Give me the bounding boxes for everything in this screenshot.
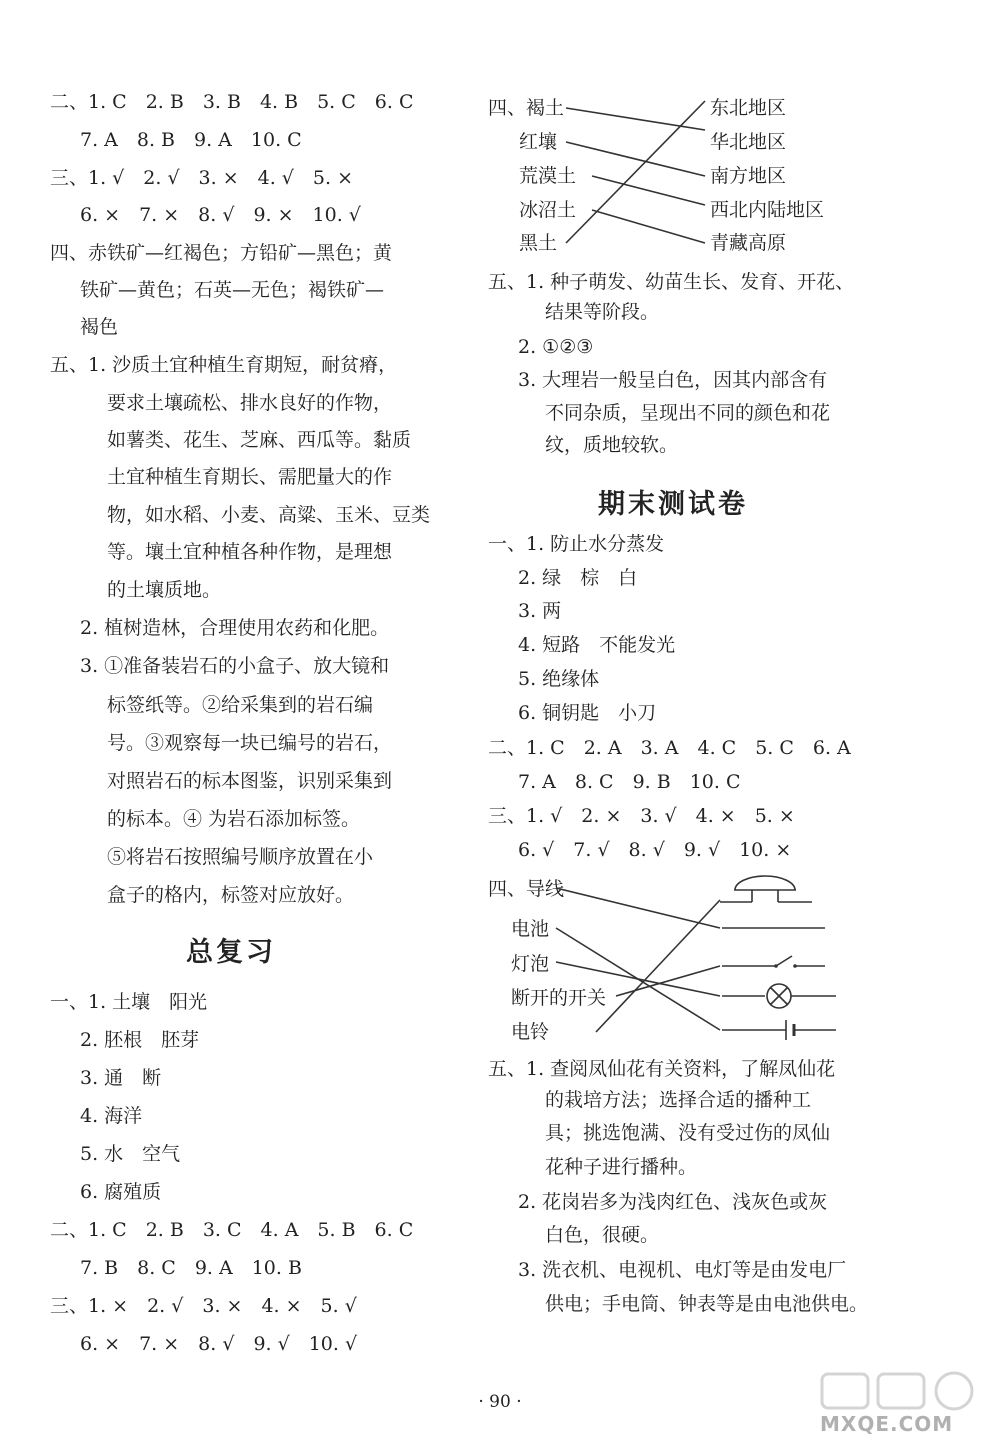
answer-line: 二、1. C 2. B 3. C 4. A 5. B 6. C [50,1219,414,1241]
match-line [566,142,705,176]
answer-line: 的土壤质地。 [107,579,222,601]
answer-line: 7. A 8. C 9. B 10. C [518,771,741,793]
answer-line: ⑤将岩石按照编号顺序放置在小 [107,846,374,868]
bell-symbol [735,876,795,890]
answer-line: 3. ①准备装岩石的小盒子、放大镜和 [80,655,390,677]
answer-line: 要求土壤疏松、排水良好的作物， [107,392,393,414]
answer-line: 3. 通 断 [80,1067,162,1089]
section-title-review: 总复习 [186,937,276,968]
match-right-item: 华北地区 [710,131,787,153]
answer-line: 6. 铜钥匙 小刀 [518,702,657,724]
match-line [596,900,720,1032]
match-right-item: 西北内陆地区 [710,199,825,221]
answer-line: 2. 胚根 胚芽 [80,1029,200,1051]
answer-line: 土宜种植生育期长、需肥量大的作 [107,466,393,488]
lamp-symbol [767,984,791,1008]
answer-line: 二、1. C 2. B 3. B 4. B 5. C 6. C [50,91,414,113]
answer-line: 5. 水 空气 [80,1143,181,1165]
answer-line: 三、1. √ 2. × 3. √ 4. × 5. × [488,805,795,827]
answer-line: 3. 两 [518,600,562,622]
answer-line: 2. 植树造林，合理使用农药和化肥。 [80,617,390,639]
watermark-text: MXQE.COM [820,1412,954,1436]
answer-line: 6. × 7. × 8. √ 9. × 10. √ [80,204,361,226]
answer-line: 标签纸等。②给采集到的岩石编 [107,694,374,716]
match-line [616,966,720,996]
circuit-left-item: 四、导线 [488,878,565,900]
answer-line: 四、赤铁矿—红褐色；方铅矿—黑色；黄 [50,242,393,264]
match-line [566,108,705,130]
answer-line: 五、1. 查阅凤仙花有关资料，了解凤仙花 [488,1058,836,1080]
answer-line: 一、1. 防止水分蒸发 [488,533,665,555]
circuit-left-item: 断开的开关 [511,987,607,1009]
match-line [592,210,705,243]
match-line [592,176,705,205]
answer-line: 3. 洗衣机、电视机、电灯等是由发电厂 [518,1259,847,1281]
answer-line: 盒子的格内，标签对应放好。 [107,884,355,906]
section-title-final: 期末测试卷 [598,489,748,520]
answer-line: 2. ①②③ [518,336,594,358]
answer-line: 结果等阶段。 [545,301,660,323]
answer-line: 一、1. 土壤 阳光 [50,991,208,1013]
circuit-left-item: 电铃 [511,1021,550,1043]
answer-line: 7. B 8. C 9. A 10. B [80,1257,302,1279]
answer-line: 铁矿—黄色；石英—无色；褐铁矿— [80,279,385,301]
answer-line: 五、1. 沙质土宜种植生育期短，耐贫瘠， [50,354,398,376]
match-right-item: 青藏高原 [710,232,787,254]
match-line [556,888,720,928]
answer-line: 的栽培方法；选择合适的播种工 [545,1089,812,1111]
answer-line: 五、1. 种子萌发、幼苗生长、发育、开花、 [488,271,855,293]
page-number: · 90 · [478,1392,522,1412]
answer-line: 物，如水稻、小麦、高粱、玉米、豆类 [107,504,431,526]
match-line [566,101,705,243]
answer-line: 对照岩石的标本图鉴，识别采集到 [107,770,393,792]
answer-line: 二、1. C 2. A 3. A 4. C 5. C 6. A [488,737,851,759]
match-left-item: 冰沼土 [519,199,577,221]
answer-line: 5. 绝缘体 [518,668,600,690]
answer-line: 7. A 8. B 9. A 10. C [80,129,302,151]
answer-line: 的标本。④ 为岩石添加标签。 [107,808,361,830]
answer-line: 等。壤土宜种植各种作物，是理想 [107,541,393,563]
answer-line: 不同杂质，呈现出不同的颜色和花 [545,402,831,424]
match-left-item: 红壤 [519,131,558,153]
answer-line: 具；挑选饱满、没有受过伤的凤仙 [545,1122,831,1144]
answer-line: 号。③观察每一块已编号的岩石， [107,732,393,754]
answer-line: 2. 花岗岩多为浅肉红色、浅灰色或灰 [518,1191,828,1213]
answer-line: 花种子进行播种。 [545,1156,698,1178]
answer-line: 4. 海洋 [80,1105,143,1127]
match-left-item: 荒漠土 [519,165,577,187]
answer-line: 3. 大理岩一般呈白色，因其内部含有 [518,369,828,391]
match-left-item: 四、褐土 [488,97,565,119]
answer-line: 白色，很硬。 [545,1224,660,1246]
answer-line: 4. 短路 不能发光 [518,634,676,656]
answer-line: 供电；手电筒、钟表等是由电池供电。 [545,1293,869,1315]
answer-line: 纹，质地较软。 [545,434,679,456]
circuit-left-item: 灯泡 [511,953,550,975]
answer-line: 三、1. × 2. √ 3. × 4. × 5. √ [50,1295,357,1317]
match-right-item: 东北地区 [710,97,787,119]
answer-line: 6. 腐殖质 [80,1181,162,1203]
answer-line: 6. √ 7. √ 8. √ 9. √ 10. × [518,839,792,861]
circuit-left-item: 电池 [511,918,550,940]
answer-line: 如薯类、花生、芝麻、西瓜等。黏质 [107,429,412,451]
match-line [556,928,720,1030]
answer-line: 2. 绿 棕 白 [518,567,638,589]
answer-line: 褐色 [80,316,119,338]
answer-line: 三、1. √ 2. √ 3. × 4. √ 5. × [50,167,353,189]
answer-line: 6. × 7. × 8. √ 9. √ 10. √ [80,1333,358,1355]
match-left-item: 黑土 [519,232,558,254]
match-right-item: 南方地区 [710,165,787,187]
